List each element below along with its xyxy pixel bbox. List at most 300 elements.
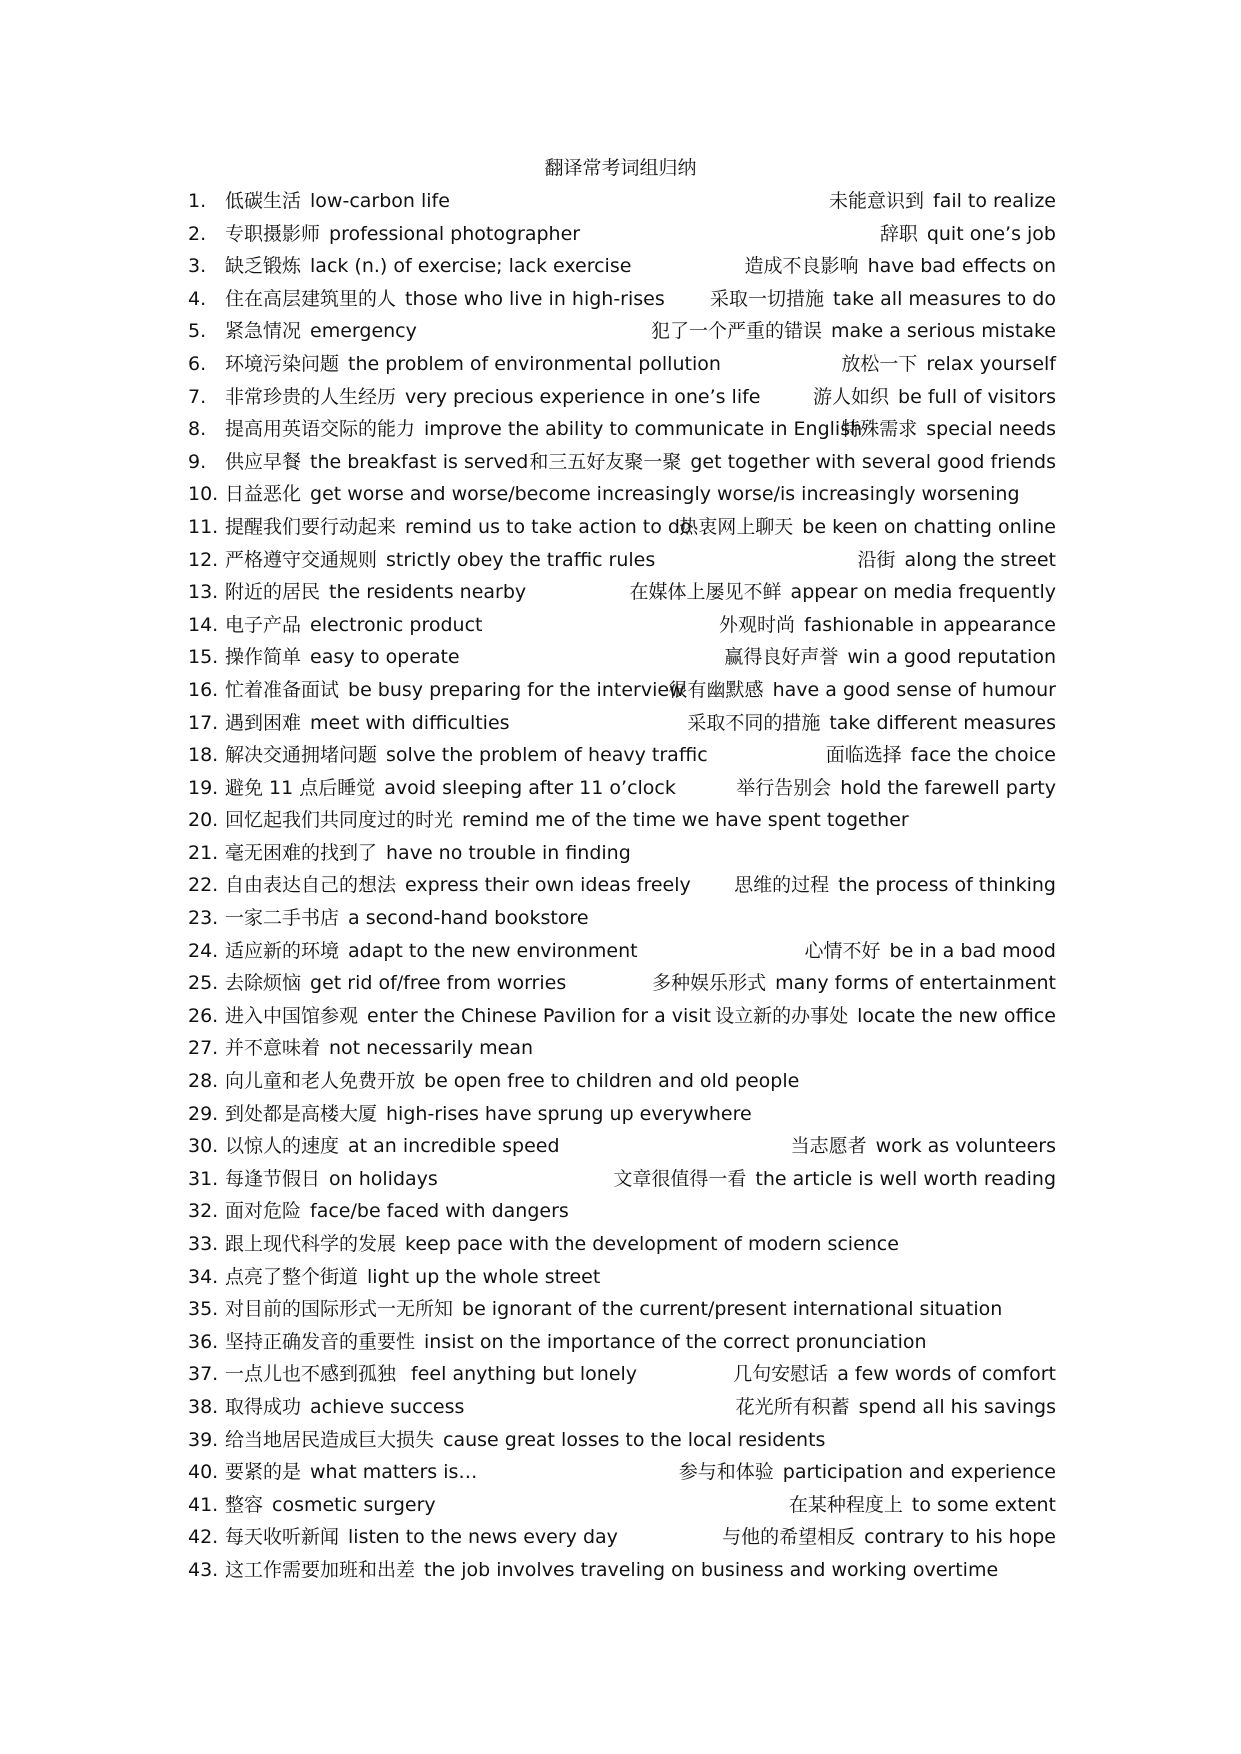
left-phrase (225, 612, 482, 638)
item-number: 38. (188, 1395, 219, 1418)
english-translation: quit one’s job (926, 222, 1056, 245)
english-translation: remind us to take action to do (405, 515, 692, 538)
left-phrase (225, 1264, 600, 1290)
chinese-phrase: 以惊人的速度 (225, 1135, 340, 1158)
english-translation: easy to operate (310, 646, 460, 669)
english-translation: the article is well worth reading (755, 1167, 1056, 1190)
chinese-phrase: 与他的希望相反 (722, 1526, 856, 1549)
item-number: 2. (188, 222, 207, 245)
chinese-phrase: 向儿童和老人免费开放 (225, 1070, 416, 1093)
item-number: 15. (188, 646, 219, 669)
left-phrase (225, 221, 580, 247)
item-number: 3. (188, 255, 207, 278)
english-translation: get worse and worse/become increasingly worse/is increasingly worsening (310, 483, 1020, 506)
phrase-row (188, 775, 1068, 808)
english-translation: insist on the importance of the correct pronunciation (424, 1330, 927, 1353)
left-phrase (225, 1329, 927, 1355)
english-translation: relax yourself (926, 352, 1056, 375)
right-phrase (745, 253, 1056, 279)
right-phrase (679, 1459, 1056, 1485)
left-phrase (225, 1035, 533, 1061)
left-phrase (225, 481, 1020, 507)
phrase-row (188, 1166, 1068, 1199)
left-phrase (225, 1068, 799, 1094)
chinese-phrase: 举行告别会 (736, 776, 832, 799)
chinese-phrase: 每逢节假日 (225, 1167, 321, 1190)
english-translation: electronic product (310, 613, 483, 636)
right-phrase (630, 579, 1056, 605)
chinese-phrase: 适应新的环境 (225, 939, 340, 962)
chinese-phrase: 供应早餐 (225, 450, 302, 473)
right-phrase (880, 221, 1056, 247)
english-translation: strictly obey the traffic rules (386, 548, 656, 571)
english-translation: fail to realize (933, 190, 1056, 212)
english-translation: make a serious mistake (831, 320, 1056, 343)
left-phrase (225, 872, 691, 898)
item-number: 11. (188, 515, 219, 538)
right-phrase (736, 775, 1056, 801)
phrase-row (188, 742, 1068, 775)
item-number: 5. (188, 320, 207, 343)
item-number: 34. (188, 1265, 219, 1288)
right-phrase (736, 1394, 1056, 1420)
chinese-phrase: 整容 (225, 1493, 264, 1516)
item-number: 43. (188, 1558, 219, 1581)
english-translation: the problem of environmental pollution (348, 352, 721, 375)
english-translation: solve the problem of heavy traffic (386, 744, 708, 767)
english-translation: listen to the news every day (348, 1526, 618, 1549)
chinese-phrase: 文章很值得一看 (613, 1167, 747, 1190)
left-phrase (225, 905, 589, 931)
chinese-phrase: 忙着准备面试 (225, 678, 340, 701)
english-translation: many forms of entertainment (775, 972, 1056, 995)
english-translation: keep pace with the development of modern science (405, 1233, 899, 1255)
left-phrase (225, 547, 655, 573)
item-number: 39. (188, 1428, 219, 1451)
english-translation: achieve success (310, 1395, 465, 1418)
phrase-row (188, 384, 1068, 417)
item-number: 31. (188, 1167, 219, 1190)
chinese-phrase: 心情不好 (804, 939, 881, 962)
right-phrase (687, 710, 1056, 736)
phrase-row (188, 1264, 1068, 1297)
chinese-phrase: 每天收听新闻 (225, 1526, 340, 1549)
item-number: 32. (188, 1200, 219, 1223)
chinese-phrase: 去除烦恼 (225, 972, 302, 995)
chinese-phrase: 取得成功 (225, 1395, 302, 1418)
english-translation: a few words of comfort (837, 1363, 1056, 1386)
item-number: 12. (188, 548, 219, 571)
phrase-row (188, 938, 1068, 971)
chinese-phrase: 放松一下 (841, 352, 918, 375)
left-phrase (225, 644, 460, 670)
phrase-row (188, 1427, 1068, 1460)
right-phrase (789, 1492, 1056, 1518)
english-translation: be open free to children and old people (424, 1070, 800, 1093)
right-phrase (679, 514, 1056, 540)
phrase-row (188, 1133, 1068, 1166)
english-translation: be ignorant of the current/present international situation (462, 1298, 1003, 1321)
phrase-row (188, 1361, 1068, 1394)
phrase-row (188, 1329, 1068, 1362)
left-phrase (225, 188, 450, 214)
english-translation: have no trouble in finding (386, 841, 631, 864)
chinese-phrase: 特殊需求 (841, 418, 918, 441)
english-translation: get rid of/free from worries (310, 972, 567, 995)
phrase-row (188, 1524, 1068, 1557)
item-number: 16. (188, 678, 219, 701)
left-phrase (225, 1198, 569, 1224)
chinese-phrase: 多种娱乐形式 (652, 972, 767, 995)
item-number: 18. (188, 744, 219, 767)
english-translation: lack (n.) of exercise; lack exercise (310, 255, 632, 278)
chinese-phrase: 沿街 (857, 548, 896, 571)
chinese-phrase: 这工作需要加班和出差 (225, 1558, 416, 1581)
item-number: 41. (188, 1493, 219, 1516)
chinese-phrase: 点亮了整个街道 (225, 1265, 359, 1288)
phrase-row (188, 905, 1068, 938)
phrase-row (188, 1035, 1068, 1068)
english-translation: work as volunteers (875, 1135, 1056, 1158)
item-number: 25. (188, 972, 219, 995)
phrase-row (188, 677, 1068, 710)
english-translation: locate the new office (857, 1004, 1056, 1027)
chinese-phrase: 给当地居民造成巨大损失 (225, 1428, 435, 1451)
english-translation: get together with several good friends (690, 450, 1056, 473)
english-translation: take all measures to do (833, 287, 1056, 310)
chinese-phrase: 专职摄影师 (225, 222, 321, 245)
chinese-phrase: 紧急情况 (225, 320, 302, 343)
item-number: 1. (188, 190, 207, 212)
phrase-row (188, 253, 1068, 286)
english-translation: be full of visitors (898, 385, 1056, 408)
chinese-phrase: 热衷网上聊天 (679, 515, 794, 538)
phrase-row (188, 1296, 1068, 1329)
english-translation: emergency (310, 320, 417, 343)
item-number: 35. (188, 1298, 219, 1321)
item-number: 19. (188, 776, 219, 799)
left-phrase (225, 1003, 711, 1029)
left-phrase (225, 514, 692, 540)
english-translation: not necessarily mean (329, 1037, 534, 1060)
phrase-row (188, 318, 1068, 351)
item-number: 24. (188, 939, 219, 962)
item-number: 8. (188, 418, 207, 441)
chinese-phrase: 犯了一个严重的错误 (651, 320, 823, 343)
left-phrase (225, 710, 510, 736)
chinese-phrase: 一点儿也不感到孤独 (225, 1363, 397, 1386)
phrase-row (188, 710, 1068, 743)
chinese-phrase: 坚持正确发音的重要性 (225, 1330, 416, 1353)
left-phrase (225, 775, 676, 801)
right-phrase (733, 1361, 1056, 1387)
chinese-phrase: 电子产品 (225, 613, 302, 636)
chinese-phrase: 未能意识到 (828, 190, 924, 212)
english-translation: have bad effects on (867, 255, 1056, 278)
chinese-phrase: 在某种程度上 (788, 1493, 903, 1516)
chinese-phrase: 面对危险 (225, 1200, 302, 1223)
left-phrase (225, 677, 685, 703)
left-phrase (225, 253, 631, 279)
chinese-phrase: 赢得良好声誉 (724, 646, 839, 669)
phrase-row (188, 1231, 1068, 1264)
phrase-row (188, 612, 1068, 645)
chinese-phrase: 要紧的是 (225, 1461, 302, 1484)
english-translation: at an incredible speed (348, 1135, 560, 1158)
chinese-phrase: 面临选择 (825, 744, 902, 767)
phrase-row (188, 481, 1068, 514)
english-translation: face/be faced with dangers (310, 1200, 569, 1223)
english-translation: participation and experience (782, 1461, 1056, 1484)
phrase-row (188, 221, 1068, 254)
phrase-row (188, 449, 1068, 482)
item-number: 17. (188, 711, 219, 734)
item-number: 30. (188, 1135, 219, 1158)
english-translation: have a good sense of humour (772, 678, 1056, 701)
item-number: 37. (188, 1363, 219, 1386)
phrase-row (188, 416, 1068, 449)
chinese-phrase: 采取不同的措施 (687, 711, 821, 734)
item-number: 28. (188, 1070, 219, 1093)
chinese-phrase: 设立新的办事处 (715, 1004, 849, 1027)
chinese-phrase: 缺乏锻炼 (225, 255, 302, 278)
chinese-phrase: 非常珍贵的人生经历 (225, 385, 397, 408)
english-translation: improve the ability to communicate in English (424, 418, 863, 441)
english-translation: fashionable in appearance (803, 613, 1056, 636)
left-phrase (225, 351, 721, 377)
right-phrase (826, 742, 1056, 768)
english-translation: spend all his savings (858, 1395, 1056, 1418)
phrase-row (188, 188, 1068, 221)
left-phrase (225, 318, 417, 344)
phrase-row (188, 547, 1068, 580)
right-phrase (710, 286, 1056, 312)
chinese-phrase: 自由表达自己的想法 (225, 874, 397, 897)
chinese-phrase: 严格遵守交通规则 (225, 548, 378, 571)
phrase-row (188, 1557, 1068, 1590)
english-translation: those who live in high-rises (405, 287, 665, 310)
chinese-phrase: 提醒我们要行动起来 (225, 515, 397, 538)
chinese-phrase: 采取一切措施 (709, 287, 824, 310)
chinese-phrase: 到处都是高楼大厦 (225, 1102, 378, 1125)
english-translation: cause great losses to the local residents (443, 1428, 826, 1451)
phrase-row (188, 514, 1068, 547)
english-translation: light up the whole street (367, 1265, 601, 1288)
phrase-row (188, 1198, 1068, 1231)
chinese-phrase: 花光所有积蓄 (735, 1395, 850, 1418)
phrase-row (188, 970, 1068, 1003)
item-number: 21. (188, 841, 219, 864)
phrase-row (188, 807, 1068, 840)
right-phrase (529, 449, 1056, 475)
item-number: 22. (188, 874, 219, 897)
left-phrase (225, 1427, 825, 1453)
chinese-phrase: 避免 11 点后睡觉 (225, 776, 376, 799)
phrase-row (188, 1068, 1068, 1101)
left-phrase (225, 1296, 1002, 1322)
phrase-row (188, 1101, 1068, 1134)
phrase-row (188, 1394, 1068, 1427)
item-number: 4. (188, 287, 207, 310)
chinese-phrase: 游人如织 (813, 385, 890, 408)
right-phrase (715, 1003, 1056, 1029)
english-translation: appear on media frequently (790, 581, 1056, 604)
chinese-phrase: 环境污染问题 (225, 352, 340, 375)
english-translation: adapt to the new environment (348, 939, 638, 962)
chinese-phrase: 和三五好友聚一聚 (529, 450, 682, 473)
chinese-phrase: 遇到困难 (225, 711, 302, 734)
chinese-phrase: 提高用英语交际的能力 (225, 418, 416, 441)
item-number: 20. (188, 809, 219, 832)
item-number: 10. (188, 483, 219, 506)
phrase-row (188, 644, 1068, 677)
item-number: 40. (188, 1461, 219, 1484)
left-phrase (225, 840, 631, 866)
item-number: 26. (188, 1004, 219, 1027)
english-translation: meet with difficulties (310, 711, 510, 734)
english-translation: the breakfast is served (310, 450, 529, 473)
left-phrase (225, 970, 566, 996)
chinese-phrase: 造成不良影响 (744, 255, 859, 278)
chinese-phrase: 进入中国馆参观 (225, 1004, 359, 1027)
right-phrase (805, 938, 1056, 964)
left-phrase (225, 938, 638, 964)
chinese-phrase: 附近的居民 (225, 581, 321, 604)
item-number: 13. (188, 581, 219, 604)
left-phrase (225, 1133, 560, 1159)
chinese-phrase: 当志愿者 (790, 1135, 867, 1158)
item-number: 6. (188, 352, 207, 375)
english-translation: be keen on chatting online (802, 515, 1056, 538)
right-phrase (791, 1133, 1056, 1159)
right-phrase (613, 1166, 1056, 1192)
left-phrase (225, 416, 862, 442)
english-translation: high-rises have sprung up everywhere (386, 1102, 752, 1125)
right-phrase (813, 384, 1056, 410)
english-translation: the process of thinking (838, 874, 1056, 897)
page-title: 翻译常考词组归纳 (544, 157, 697, 179)
left-phrase (225, 579, 526, 605)
chinese-phrase: 回忆起我们共同度过的时光 (225, 809, 454, 832)
left-phrase (225, 1557, 998, 1583)
right-phrase (841, 416, 1056, 442)
right-phrase (669, 677, 1056, 703)
english-translation: low-carbon life (310, 190, 450, 212)
english-translation: professional photographer (329, 222, 581, 245)
chinese-phrase: 外观时尚 (718, 613, 795, 636)
chinese-phrase: 一家二手书店 (225, 907, 340, 930)
english-translation: express their own ideas freely (405, 874, 691, 897)
english-translation: a second-hand bookstore (348, 907, 589, 930)
english-translation: to some extent (911, 1493, 1056, 1516)
left-phrase (225, 1524, 618, 1550)
item-number: 33. (188, 1233, 219, 1255)
english-translation: the job involves traveling on business and working overtime (424, 1558, 999, 1581)
chinese-phrase: 思维的过程 (734, 874, 830, 897)
right-phrase (724, 644, 1056, 670)
left-phrase (225, 1361, 637, 1387)
item-number: 14. (188, 613, 219, 636)
item-number: 36. (188, 1330, 219, 1353)
chinese-phrase: 很有幽默感 (668, 678, 764, 701)
left-phrase (225, 1231, 899, 1257)
english-translation: hold the farewell party (840, 776, 1056, 799)
item-number: 42. (188, 1526, 219, 1549)
english-translation: enter the Chinese Pavilion for a visit (367, 1004, 711, 1027)
chinese-phrase: 在媒体上屡见不鲜 (629, 581, 782, 604)
right-phrase (651, 318, 1056, 344)
phrase-row (188, 840, 1068, 873)
left-phrase (225, 742, 708, 768)
phrase-row (188, 1459, 1068, 1492)
english-translation: be in a bad mood (889, 939, 1056, 962)
chinese-phrase: 日益恶化 (225, 483, 302, 506)
item-number: 7. (188, 385, 207, 408)
phrase-list (188, 188, 1068, 1590)
item-number: 27. (188, 1037, 219, 1060)
english-translation: feel anything but lonely (405, 1363, 638, 1386)
chinese-phrase: 操作简单 (225, 646, 302, 669)
phrase-row (188, 872, 1068, 905)
chinese-phrase: 跟上现代科学的发展 (225, 1233, 397, 1255)
chinese-phrase: 解决交通拥堵问题 (225, 744, 378, 767)
item-number: 23. (188, 907, 219, 930)
item-number: 29. (188, 1102, 219, 1125)
chinese-phrase: 几句安慰话 (733, 1363, 829, 1386)
right-phrase (829, 188, 1056, 214)
left-phrase (225, 807, 909, 833)
english-translation: contrary to his hope (864, 1526, 1056, 1549)
chinese-phrase: 辞职 (879, 222, 918, 245)
phrase-row (188, 579, 1068, 612)
right-phrase (652, 970, 1056, 996)
phrase-row (188, 1003, 1068, 1036)
left-phrase (225, 384, 761, 410)
left-phrase (225, 1101, 752, 1127)
right-phrase (858, 547, 1057, 573)
chinese-phrase: 并不意味着 (225, 1037, 321, 1060)
right-phrase (722, 1524, 1056, 1550)
left-phrase (225, 449, 528, 475)
chinese-phrase: 低碳生活 (225, 190, 302, 212)
chinese-phrase: 住在高层建筑里的人 (225, 287, 397, 310)
english-translation: face the choice (910, 744, 1056, 767)
left-phrase (225, 1394, 464, 1420)
english-translation: what matters is… (310, 1461, 478, 1484)
english-translation: along the street (904, 548, 1056, 571)
item-number: 9. (188, 450, 207, 473)
chinese-phrase: 毫无困难的找到了 (225, 841, 378, 864)
left-phrase (225, 1459, 477, 1485)
chinese-phrase: 参与和体验 (678, 1461, 774, 1484)
english-translation: very precious experience in one’s life (405, 385, 761, 408)
left-phrase (225, 1492, 436, 1518)
phrase-row (188, 286, 1068, 319)
english-translation: remind me of the time we have spent together (462, 809, 909, 832)
english-translation: the residents nearby (329, 581, 527, 604)
phrase-row (188, 351, 1068, 384)
english-translation: cosmetic surgery (272, 1493, 436, 1516)
chinese-phrase: 对目前的国际形式一无所知 (225, 1298, 454, 1321)
right-phrase (841, 351, 1056, 377)
right-phrase (734, 872, 1056, 898)
phrase-row (188, 1492, 1068, 1525)
english-translation: avoid sleeping after 11 o’clock (384, 776, 676, 799)
english-translation: on holidays (329, 1167, 438, 1190)
english-translation: special needs (926, 418, 1056, 441)
english-translation: win a good reputation (847, 646, 1056, 669)
left-phrase (225, 1166, 438, 1192)
